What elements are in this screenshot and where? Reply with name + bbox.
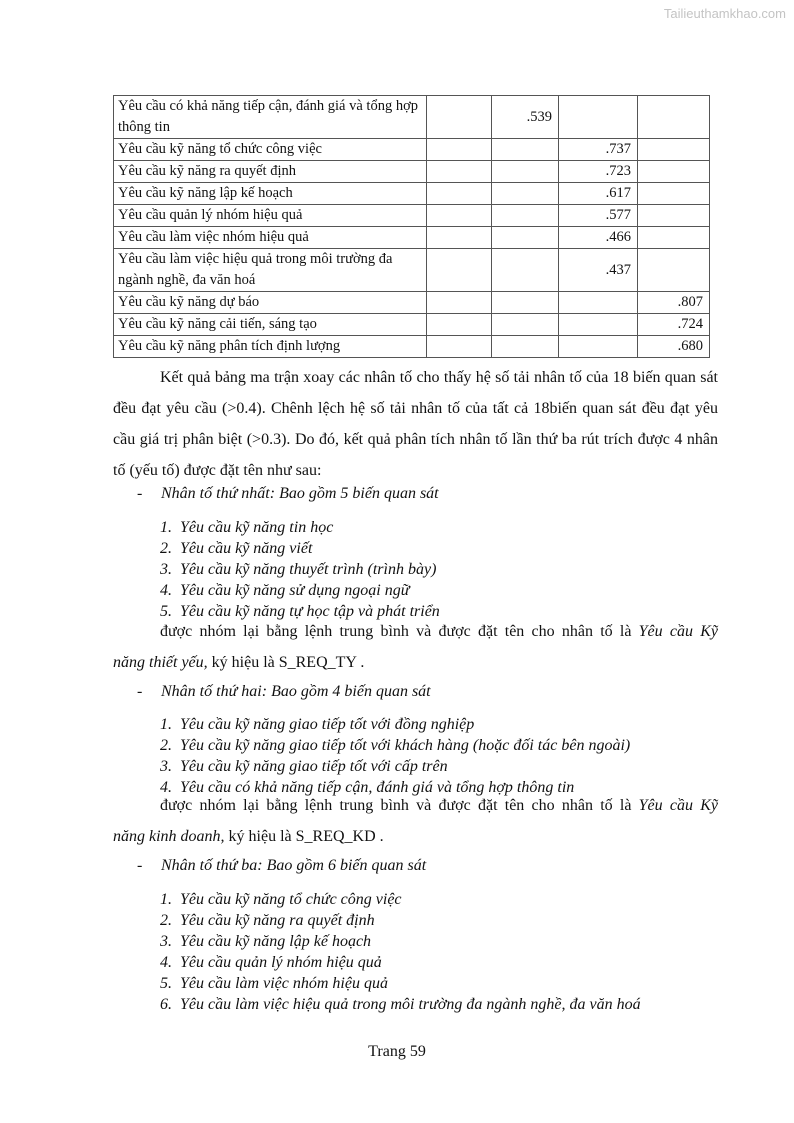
row-label: Yêu cầu quản lý nhóm hiệu quả [114,205,427,227]
loading-cell: .724 [638,314,710,336]
item-number: 4. [160,779,172,796]
list-item [160,994,641,1015]
item-text: Yêu cầu làm việc hiệu quả trong môi trường đa ngành nghề, đa văn hoá [180,996,641,1013]
loading-cell [427,292,492,314]
factor-3-list [160,889,641,1015]
factor-2-summary-line1 [160,797,718,815]
row-label: Yêu cầu làm việc hiệu quả trong môi trường đa ngành nghề, đa văn hoá [114,249,427,292]
factor-name: Yêu cầu Kỹ [638,623,718,640]
loading-cell [492,292,559,314]
list-item [160,538,440,559]
row-label: Yêu cầu kỹ năng ra quyết định [114,161,427,183]
dash: - [137,857,143,874]
item-text: Yêu cầu kỹ năng lập kế hoạch [180,933,372,950]
list-item [160,910,641,931]
item-text: Yêu cầu kỹ năng tin học [180,519,334,536]
dash: - [137,485,143,502]
list-item [160,735,630,756]
list-item [160,714,630,735]
loading-cell: .723 [559,161,638,183]
item-text: Yêu cầu kỹ năng ra quyết định [180,912,375,929]
item-text: Yêu cầu kỹ năng thuyết trình (trình bày) [180,561,437,578]
row-label: Yêu cầu kỹ năng dự báo [114,292,427,314]
table-row [114,314,710,336]
row-label: Yêu cầu kỹ năng tổ chức công việc [114,139,427,161]
table-row [114,249,710,292]
loading-cell [638,161,710,183]
page-number: Trang 59 [368,1043,426,1060]
loading-cell [559,314,638,336]
item-text: Yêu cầu kỹ năng giao tiếp tốt với đồng nghiệp [180,716,475,733]
factor-1-summary-line1 [160,623,718,641]
loading-cell [638,96,710,139]
item-text: Yêu cầu làm việc nhóm hiệu quả [180,975,388,992]
results-paragraph: Kết quả bảng ma trận xoay các nhân tố cho thấy hệ số tải nhân tố của 18 biến quan sát đều đạt yêu cầu (>0.4). Chênh lệch hệ số tải nhân tố của tất cả 18biến quan sát đều đạt yêu cầu giá trị phân biệt (>0.3). Do đó, kết quả phân tích nhân tố lần thứ ba rút trích được 4 nhân tố (yếu tố) được đặt tên như sau: [113,369,718,479]
list-item [160,889,641,910]
item-text: Yêu cầu có khả năng tiếp cận, đánh giá và tổng hợp thông tin [180,779,575,796]
loading-cell [427,96,492,139]
list-item [160,756,630,777]
item-number: 3. [160,758,172,775]
loading-cell [559,336,638,358]
loading-cell [427,336,492,358]
list-item [160,931,641,952]
item-number: 1. [160,891,172,908]
loading-cell [427,249,492,292]
loading-cell [559,96,638,139]
item-number: 4. [160,582,172,599]
loading-cell [492,314,559,336]
item-number: 4. [160,954,172,971]
loading-cell [638,227,710,249]
summary-prefix: được nhóm lại bằng lệnh trung bình và được đặt tên cho nhân tố là [160,623,639,640]
loading-cell [427,183,492,205]
loading-cell [427,205,492,227]
factor-heading [137,485,439,503]
loading-cell: .737 [559,139,638,161]
loading-cell [492,249,559,292]
item-number: 1. [160,716,172,733]
factor-2-heading: Nhân tố thứ hai: Bao gồm 4 biến quan sát [161,683,431,700]
loading-cell [492,205,559,227]
item-number: 2. [160,912,172,929]
row-label: Yêu cầu làm việc nhóm hiệu quả [114,227,427,249]
item-text: Yêu cầu kỹ năng giao tiếp tốt với khách hàng (hoặc đối tác bên ngoài) [180,737,631,754]
loading-cell [492,183,559,205]
factor-heading [137,683,431,701]
item-number: 1. [160,519,172,536]
table-row [114,205,710,227]
row-label: Yêu cầu kỹ năng cải tiến, sáng tạo [114,314,427,336]
loading-cell: .617 [559,183,638,205]
list-item [160,580,440,601]
factor-symbol: ký hiệu là S_REQ_TY . [207,654,365,671]
table-row [114,227,710,249]
item-number: 2. [160,540,172,557]
item-number: 3. [160,561,172,578]
item-number: 5. [160,603,172,620]
factor-symbol: ký hiệu là S_REQ_KD . [224,828,384,845]
loading-cell [638,249,710,292]
loading-cell: .539 [492,96,559,139]
table-row [114,183,710,205]
item-text: Yêu cầu kỹ năng sử dụng ngoại ngữ [180,582,410,599]
factor-name-cont: năng thiết yếu, [113,654,208,671]
factor-name-cont: năng kinh doanh, [113,828,225,845]
factor-2-list [160,714,630,798]
loading-cell [427,314,492,336]
list-item [160,601,440,622]
item-text: Yêu cầu kỹ năng viết [180,540,313,557]
factor-3-heading: Nhân tố thứ ba: Bao gồm 6 biến quan sát [161,857,427,874]
item-text: Yêu cầu kỹ năng tự học tập và phát triển [180,603,440,620]
table-row [114,161,710,183]
loading-cell: .466 [559,227,638,249]
loading-cell [492,227,559,249]
factor-1-heading: Nhân tố thứ nhất: Bao gồm 5 biến quan sát [161,485,439,502]
item-text: Yêu cầu quản lý nhóm hiệu quả [180,954,382,971]
factor-1-list [160,517,440,622]
list-item [160,952,641,973]
table-row [114,336,710,358]
loading-cell: .807 [638,292,710,314]
table-row [114,139,710,161]
factor-2-summary-line2 [113,828,384,846]
table-row [114,292,710,314]
loading-cell [492,336,559,358]
item-number: 5. [160,975,172,992]
item-number: 3. [160,933,172,950]
loading-cell [427,227,492,249]
list-item [160,517,440,538]
loading-cell [492,161,559,183]
list-item [160,559,440,580]
row-label: Yêu cầu có khả năng tiếp cận, đánh giá và tổng hợp thông tin [114,96,427,139]
item-number: 6. [160,996,172,1013]
factor-name: Yêu cầu Kỹ [638,797,718,814]
loading-cell [427,139,492,161]
loading-cell [559,292,638,314]
loading-cell [492,139,559,161]
item-text: Yêu cầu kỹ năng tổ chức công việc [180,891,402,908]
loading-cell [638,205,710,227]
loading-cell: .577 [559,205,638,227]
list-item [160,777,630,798]
factor-loading-table [113,95,710,358]
row-label: Yêu cầu kỹ năng lập kế hoạch [114,183,427,205]
list-item [160,973,641,994]
dash: - [137,683,143,700]
loading-cell: .437 [559,249,638,292]
loading-cell [638,183,710,205]
table-row [114,96,710,139]
factor-heading [137,857,426,875]
loading-cell: .680 [638,336,710,358]
row-label: Yêu cầu kỹ năng phân tích định lượng [114,336,427,358]
factor-1-summary-line2 [113,654,364,672]
loading-cell [638,139,710,161]
item-number: 2. [160,737,172,754]
watermark: Tailieuthamkhao.com [663,6,786,21]
item-text: Yêu cầu kỹ năng giao tiếp tốt với cấp trên [180,758,448,775]
summary-prefix: được nhóm lại bằng lệnh trung bình và được đặt tên cho nhân tố là [160,797,639,814]
loading-cell [427,161,492,183]
